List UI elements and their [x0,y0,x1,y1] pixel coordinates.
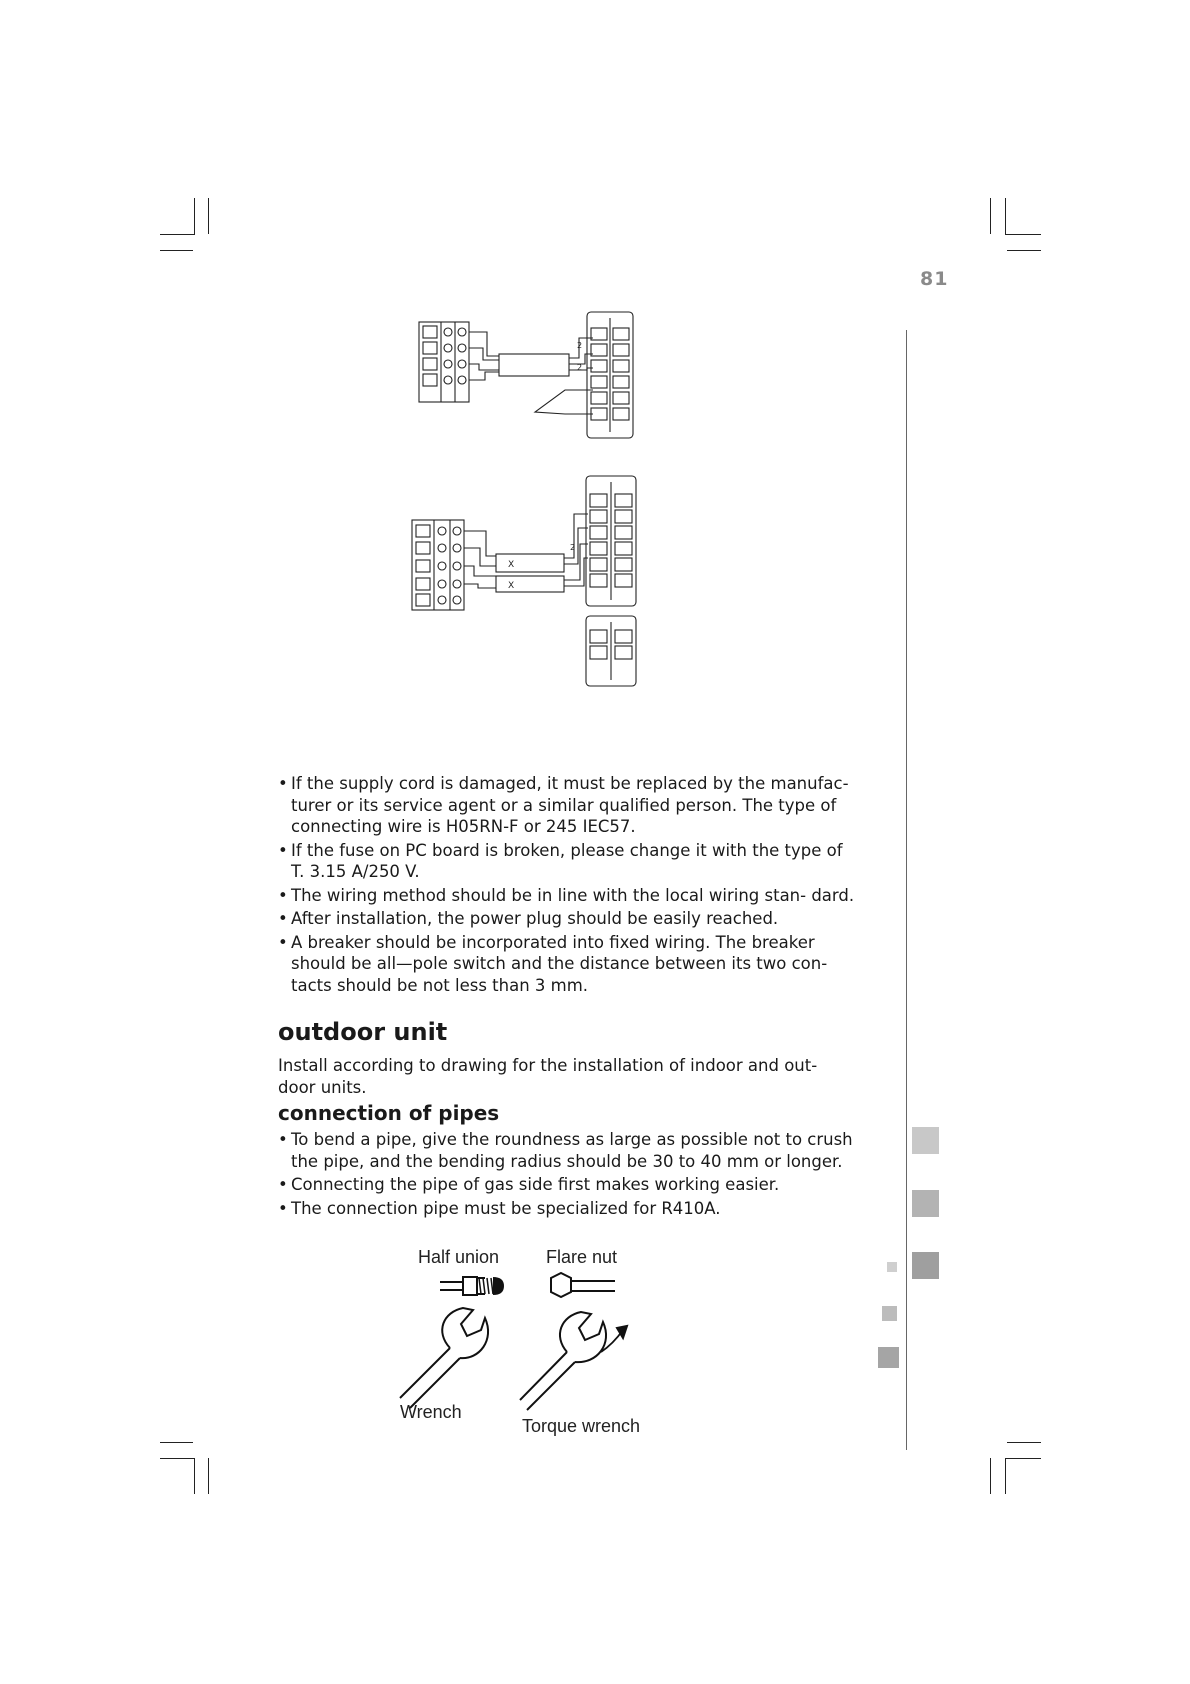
bullet-item: • After installation, the power plug should be easily reached. [278,908,858,930]
bullet-list-top [278,773,858,996]
crop-mark [990,198,991,234]
gray-tab [912,1252,939,1279]
side-rule [906,330,907,1450]
bullet-item: • Connecting the pipe of gas side first makes working easier. [278,1174,858,1196]
bullet-item: • If the supply cord is damaged, it must be replaced by the manufac- turer or its service agent or a similar qualified person. The type of connecting wire is H05RN-F or 245 IEC57. [278,773,858,838]
bullet-item: • The wiring method should be in line with the local wiring stan- dard. [278,885,858,907]
bullet-item: • If the fuse on PC board is broken, please change it with the type of T. 3.15 A/250 V. [278,840,858,883]
crop-mark [160,1442,193,1443]
crop-mark [194,198,195,234]
wiring-diagram-2 [408,470,653,690]
wrench-label: Wrench [400,1402,462,1422]
section-title: outdoor unit [278,1018,448,1046]
crop-mark [990,1458,991,1494]
diagram-marker: X [508,581,515,591]
torque-wrench-label: Torque wrench [522,1416,641,1436]
crop-mark [1007,250,1041,251]
diagram-marker: 2 [570,543,576,552]
crop-mark [160,1458,195,1459]
flare-nut-label: Flare nut [546,1247,618,1267]
bullet-item: • A breaker should be incorporated into fixed wiring. The breaker should be all—pole switch and the distance between its two con- tacts should be not less than 3 mm. [278,932,858,997]
crop-mark [1007,1442,1041,1443]
bullet-item: • To bend a pipe, give the roundness as large as possible not to crush the pipe, and the bending radius should be 30 to 40 mm or longer. [278,1129,858,1172]
subsection-title: connection of pipes [278,1101,500,1125]
half-union-label: Half union [418,1247,500,1267]
diagram-marker: 2 [577,341,583,350]
page-number: 81 [920,268,949,290]
bullet-list-pipes [278,1129,858,1219]
diagram-marker: X [508,560,515,570]
crop-mark [1005,1458,1006,1494]
pipe-tools-figure [395,1270,635,1415]
bullet-item: • The connection pipe must be specialized for R410A. [278,1198,858,1220]
crop-mark [1005,234,1041,235]
crop-mark [160,250,193,251]
crop-mark [160,234,195,235]
outdoor-section [278,1017,858,1221]
gray-tab [882,1306,897,1321]
gray-tab [878,1347,899,1368]
crop-mark [208,198,209,234]
gray-tab [887,1262,897,1272]
section-text: Install according to drawing for the installation of indoor and out- door units. [278,1056,818,1097]
crop-mark [208,1458,209,1494]
gray-tab [912,1190,939,1217]
bullets-top-block [278,773,858,998]
diagram-marker: 2 [577,363,583,372]
crop-mark [194,1458,195,1494]
gray-tab [912,1127,939,1154]
crop-mark [1005,1458,1041,1459]
wiring-diagram-1 [415,308,645,443]
crop-mark [1005,198,1006,234]
